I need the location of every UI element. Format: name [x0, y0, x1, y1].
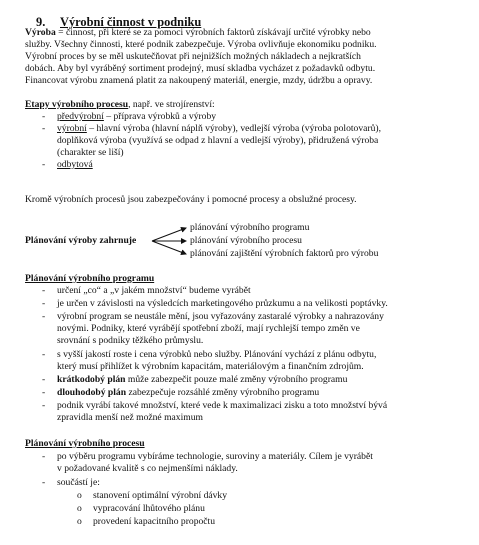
intro-line-2: služby. Všechny činnosti, které podnik zabezpečuje. Výroba ovlivňuje ekonomiku podniku.	[25, 39, 377, 50]
process-sub-item-2: vypracování lhůtového plánu	[93, 503, 205, 514]
stage-desc: – příprava výrobků a výroby	[103, 111, 217, 122]
intro-text: = činnost, při které se za pomoci výrobních faktorů získávají určité výrobky nebo	[55, 27, 371, 38]
dash-marker: -	[42, 298, 46, 309]
program-bullet-3-line-2: novými. Podniky, které vyrábějí spotřební zboží, mají rychlejší tempo změn ve	[57, 323, 360, 334]
dash-marker: -	[42, 311, 46, 322]
intro-line-5: Financovat výrobu znamená platit za nakoupený materiál, energie, mzdy, údržbu a opravy.	[25, 75, 373, 86]
process-sub-item-3: provedení kapacitního propočtu	[93, 516, 216, 527]
dash-marker: -	[42, 477, 46, 488]
dash-marker: -	[42, 159, 46, 170]
stage-item-2-line-3: (charakter se liší)	[57, 147, 124, 158]
planning-label: Plánování výroby zahrnuje	[25, 235, 137, 246]
long-term-plan-term: dlouhodobý plán	[57, 387, 127, 398]
program-bullet-3-line-1: výrobní program se neustále mění, jsou vyřazovány zastaralé výrobky a nahrazovány	[57, 311, 384, 322]
arrow-to-item-1	[152, 228, 186, 241]
dash-marker: -	[42, 374, 46, 385]
program-bullet-1: určení „co“ a „v jakém množství“ budeme vyrábět	[57, 285, 251, 296]
section-title: Výrobní činnost v podniku	[60, 15, 202, 29]
stage-item-1	[57, 111, 216, 123]
program-bullet-2: je určen v závislosti na výsledcích marketingového průzkumu a na velikosti poptávky.	[57, 298, 388, 309]
arrow-to-item-3	[152, 241, 186, 254]
stages-heading-line	[25, 99, 215, 111]
planning-item-1: plánování výrobního programu	[190, 222, 310, 233]
program-heading: Plánování výrobního programu	[25, 273, 155, 284]
intro-line-1	[25, 27, 371, 39]
short-term-plan-term: krátkodobý plán	[57, 374, 126, 385]
stage-item-2-line-2: doplňková výroba (využívá se odpad z hlavní a vedlejší výroby), přidružená výroba	[57, 135, 379, 146]
stages-heading-rest: , např. ve strojírenství:	[128, 99, 215, 110]
program-bullet-3-line-3: srovnání s podniky těžkého průmyslu.	[57, 335, 204, 346]
sub-bullet-marker: o	[77, 503, 82, 514]
planning-item-3: plánování zajištění výrobních faktorů pro výrobu	[190, 248, 379, 259]
stage-item-3	[57, 159, 93, 171]
dash-marker: -	[42, 123, 46, 134]
intro-line-3: Výrobní proces by se měl uskutečňovat při nejnižších možných nákladech a nejkratších	[25, 51, 361, 62]
sub-bullet-marker: o	[77, 516, 82, 527]
program-bullet-7-line-1: podnik vyrábí takové množství, které vede k maximalizaci zisku a toto množství bývá	[57, 400, 388, 411]
program-bullet-7-line-2: zpravidla menší než možné maximum	[57, 412, 203, 423]
program-bullet-4-line-2: který musí přihlížet k výrobním kapacitám, materiálovým a finančním zdrojům.	[57, 361, 364, 372]
dash-marker: -	[42, 285, 46, 296]
intro-line-4: dobách. Aby byl vyráběný sortiment prodejný, musí skladba vycházet z požadavků odbytu.	[25, 63, 376, 74]
short-term-plan-desc: může zabezpečit pouze malé změny výrobního programu	[125, 374, 348, 385]
dash-marker: -	[42, 111, 46, 122]
dash-marker: -	[42, 451, 46, 462]
dash-marker: -	[42, 387, 46, 398]
stage-desc: – hlavní výroba (hlavní náplň výroby), vedlejší výroba (výroba polotovarů),	[86, 123, 381, 134]
program-bullet-5	[57, 374, 347, 386]
stages-heading: Etapy výrobního procesu	[25, 99, 129, 110]
process-bullet-1-line-2: v požadované kvalitě s co nejmenšími náklady.	[57, 463, 238, 474]
process-bullet-1-line-1: po výběru programu vybíráme technologie, suroviny a materiály. Cílem je vyrábět	[57, 451, 373, 462]
stage-term: předvýrobní	[57, 111, 104, 122]
program-bullet-6	[57, 387, 319, 399]
stage-item-2	[57, 123, 381, 135]
process-heading: Plánování výrobního procesu	[25, 438, 145, 449]
dash-marker: -	[42, 400, 46, 411]
program-bullet-4-line-1: s vyšší jakostí roste i cena výrobků nebo služby. Plánování vychází z plánu odbytu,	[57, 349, 377, 360]
stage-term: výrobní	[57, 123, 87, 134]
long-term-plan-desc: zabezpečuje rozsáhlé změny výrobního programu	[126, 387, 320, 398]
process-bullet-2: součástí je:	[57, 477, 100, 488]
sub-bullet-marker: o	[77, 490, 82, 501]
process-sub-item-1: stanovení optimální výrobní dávky	[93, 490, 228, 501]
dash-marker: -	[42, 349, 46, 360]
section-number: 9.	[36, 15, 46, 29]
intro-term: Výroba	[25, 27, 56, 38]
stage-term: odbytová	[57, 159, 93, 170]
support-processes-line: Kromě výrobních procesů jsou zabezpečovány i pomocné procesy a obslužné procesy.	[25, 194, 357, 205]
planning-item-2: plánování výrobního procesu	[190, 235, 302, 246]
